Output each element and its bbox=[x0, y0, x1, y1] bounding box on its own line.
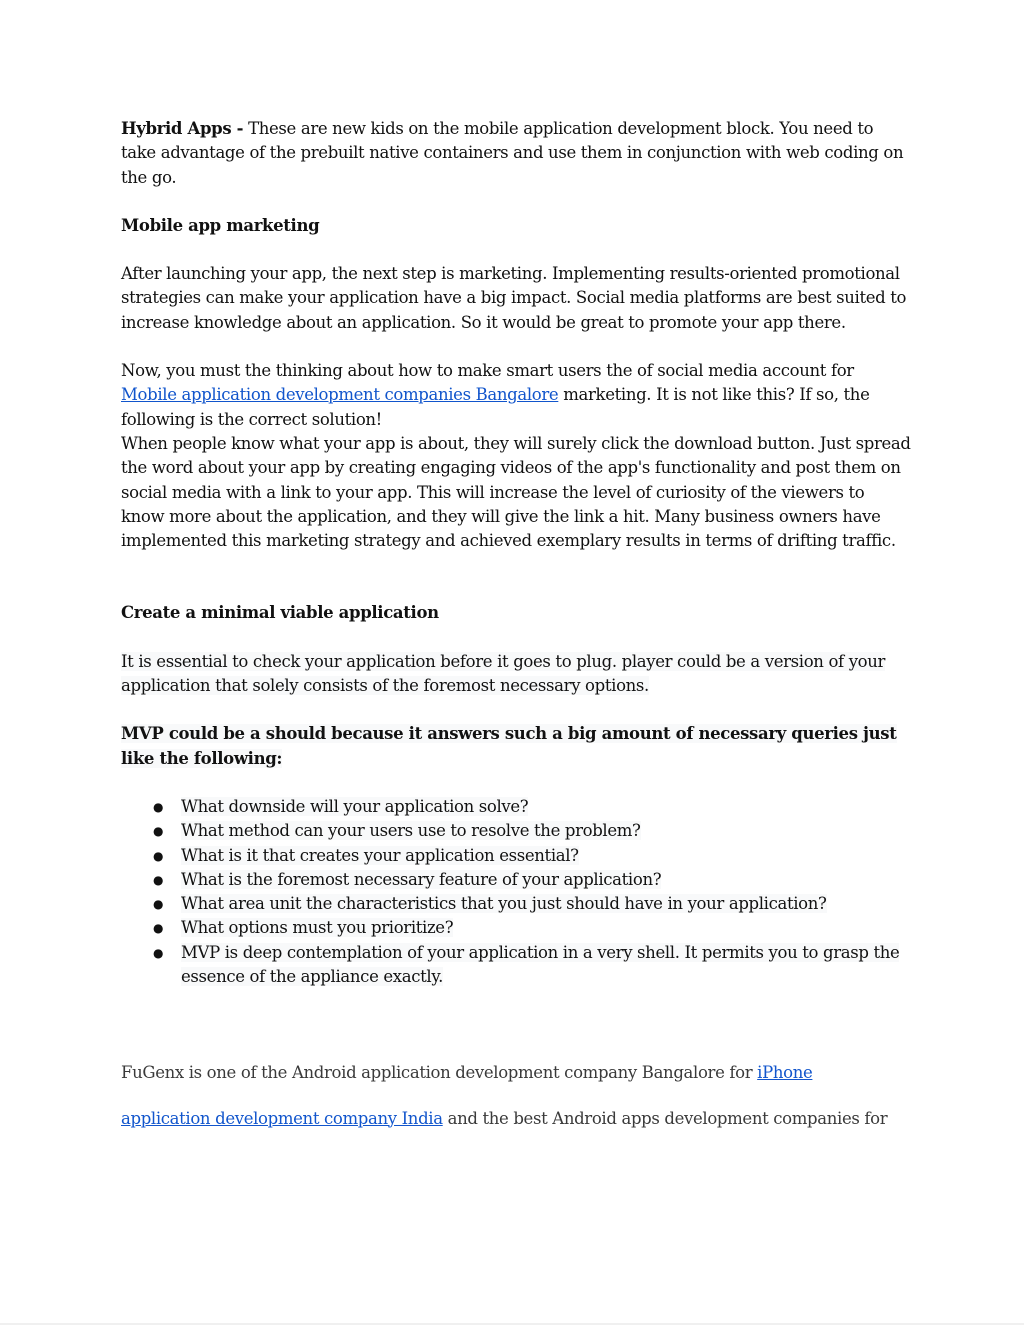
mvp-bold-paragraph-text: MVP could be a should because it answers such a big amount of necessary queries just like the following: bbox=[121, 724, 897, 768]
mvp-paragraph-text: It is essential to check your application before it goes to plug. player could be a version of your application that solely consists of the foremost necessary options. bbox=[121, 651, 886, 696]
list-item-text: What is it that creates your application essential? bbox=[181, 845, 579, 865]
hybrid-apps-text: These are new kids on the mobile application development block. You need to take advantage of the prebuilt native containers and use them in conjunction with web coding on the go. bbox=[121, 119, 904, 187]
list-item bbox=[153, 892, 911, 916]
mobile-dev-companies-bangalore-link[interactable]: Mobile application development companies Bangalore bbox=[121, 385, 559, 405]
marketing-paragraph-1: After launching your app, the next step is marketing. Implementing results-oriented promotional strategies can make your application have a big impact. Social media platforms are best suited to increase knowledge about an application. So it would be great to promote your app there. bbox=[121, 264, 907, 332]
list-item bbox=[153, 844, 911, 868]
bullet-icon: ● bbox=[153, 921, 164, 936]
mvp-question-list bbox=[121, 795, 911, 989]
marketing-paragraph-3: When people know what your app is about, they will surely click the download button. Just spread the word about your app by creating engaging videos of the app's functionality and post them on social media with a link to your app. This will increase the level of curiosity of the viewers to know more about the application, and they will give the link a hit. Many business owners have implemented this marketing strategy and achieved exemplary results in terms of drifting traffic. bbox=[121, 433, 911, 551]
marketing-paragraph-2 bbox=[121, 359, 911, 432]
list-item-text: MVP is deep contemplation of your application in a very shell. It permits you to grasp the essence of the appliance exactly. bbox=[181, 942, 900, 987]
footer-line-2-text: and the best Android apps development companies for bbox=[442, 1108, 888, 1128]
list-item-text: What is the foremost necessary feature of your application? bbox=[181, 869, 662, 889]
mvp-bold-paragraph bbox=[121, 722, 911, 771]
hybrid-apps-label: Hybrid Apps - bbox=[121, 119, 244, 138]
list-item-text: What options must you prioritize? bbox=[181, 918, 454, 938]
list-item-text: What method can your users use to resolve the problem? bbox=[181, 821, 641, 841]
list-item-text: What area unit the characteristics that you just should have in your application? bbox=[181, 894, 827, 914]
list-item bbox=[153, 941, 911, 990]
footer-line-1 bbox=[121, 1061, 911, 1085]
app-dev-company-india-link[interactable]: application development company India bbox=[121, 1108, 443, 1128]
footer-line-2 bbox=[121, 1107, 911, 1131]
bullet-icon: ● bbox=[153, 824, 164, 839]
mvp-heading: Create a minimal viable application bbox=[121, 603, 439, 623]
list-item bbox=[153, 868, 911, 892]
bullet-icon: ● bbox=[153, 872, 164, 887]
bullet-icon: ● bbox=[153, 897, 164, 912]
bullet-icon: ● bbox=[153, 799, 164, 814]
document-body bbox=[121, 117, 911, 1131]
marketing-paragraph-2-tail: marketing. It is not like this? If so, the following is the correct solution! bbox=[121, 385, 870, 429]
marketing-heading: Mobile app marketing bbox=[121, 215, 320, 235]
list-item bbox=[153, 916, 911, 940]
hybrid-apps-paragraph bbox=[121, 117, 911, 190]
list-item-text: What downside will your application solve? bbox=[181, 796, 529, 816]
bullet-icon: ● bbox=[153, 848, 164, 863]
bullet-icon: ● bbox=[153, 945, 164, 960]
mvp-paragraph bbox=[121, 650, 911, 699]
list-item bbox=[153, 795, 911, 819]
iphone-link[interactable]: iPhone bbox=[757, 1063, 813, 1083]
list-item bbox=[153, 819, 911, 843]
footer-line-1-text: FuGenx is one of the Android application development company Bangalore for bbox=[121, 1063, 758, 1083]
marketing-paragraph-2-lead: Now, you must the thinking about how to make smart users the of social media account for bbox=[121, 361, 854, 381]
